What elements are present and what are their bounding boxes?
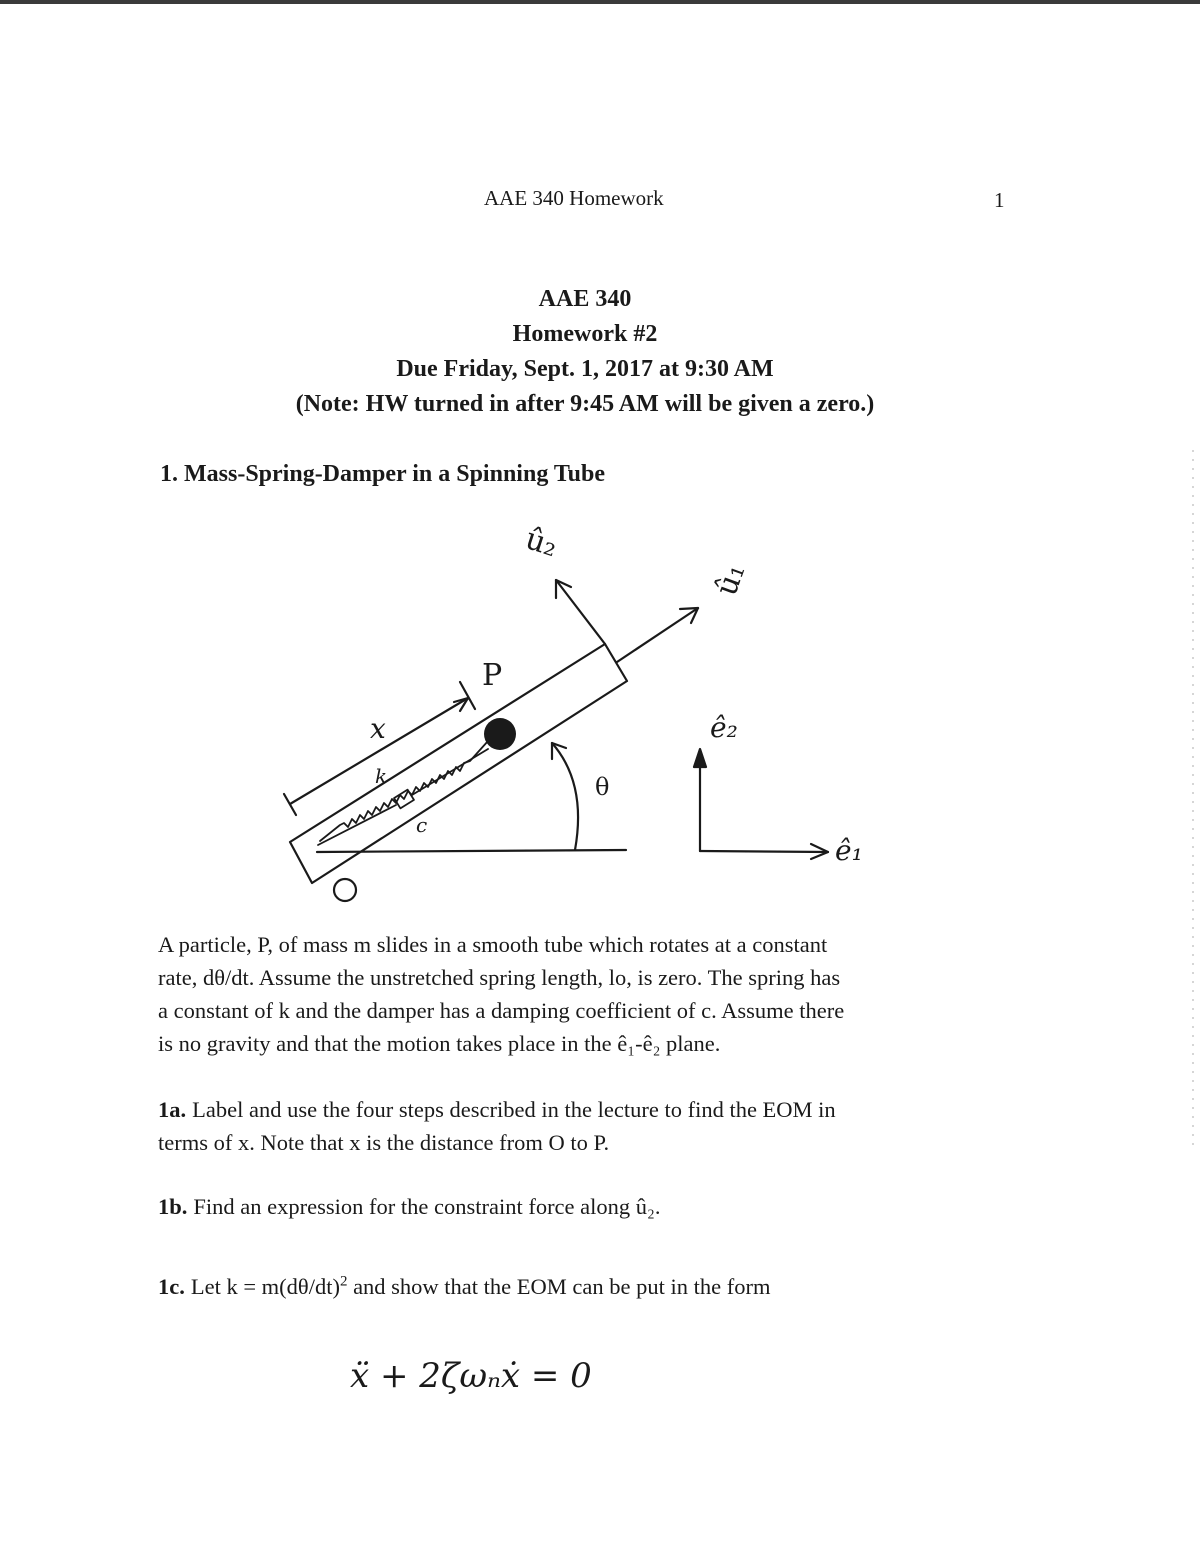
damper-rod-a [318,805,396,845]
scan-top-edge [0,0,1200,4]
question-text: Let k = m(dθ/dt) [190,1274,340,1299]
due-date: Due Friday, Sept. 1, 2017 at 9:30 AM [396,356,774,382]
e2-arrowhead [694,749,706,767]
late-note: (Note: HW turned in after 9:45 AM will be given a zero.) [295,391,875,417]
label-k: k [375,764,388,788]
label-u1: û₁ [708,558,753,601]
description-line: rate, dθ/dt. Assume the unstretched spring length, lo, is zero. The spring has [158,965,841,990]
question-text: terms of x. Note that x is the distance from O to P. [158,1130,610,1155]
scan-right-edge [1192,450,1194,1150]
running-header: AAE 340 Homework [484,186,664,210]
description-line: is no gravity and that the motion takes place in the ê₁-ê₂ plane. [158,1031,721,1056]
damper-rod-b [412,749,488,795]
question-label: 1b. [158,1194,188,1219]
origin-o [334,879,356,901]
description-line: a constant of k and the damper has a damping coefficient of c. Assume there [158,998,845,1023]
question-text: Find an expression for the constraint force along û₂. [193,1194,661,1219]
description-line: A particle, P, of mass m slides in a smooth tube which rotates at a constant [158,932,828,957]
problem-title: 1. Mass-Spring-Damper in a Spinning Tube [160,461,606,487]
label-e1: ê₁ [835,834,863,867]
question-text: Label and use the four steps described in the lecture to find the EOM in [192,1097,836,1122]
question-1a [158,1093,836,1159]
p-dimension-tick [460,682,475,709]
page-number: 1 [994,188,1005,212]
exponent: 2 [339,1273,348,1290]
title-block [230,282,940,422]
label-x: x [370,712,386,745]
u2-axis [556,580,605,644]
label-theta: θ [595,773,610,801]
question-label: 1c. [158,1274,185,1299]
label-u2: û₂ [521,521,562,565]
question-text: and show that the EOM can be put in the form [347,1274,771,1299]
assignment-title: Homework #2 [512,321,658,347]
question-1b [158,1190,661,1223]
label-e2: ê₂ [710,711,738,744]
label-p: P [482,658,503,693]
particle-p [484,718,516,750]
u1-axis [617,608,698,662]
problem-description [158,928,1018,1060]
equation-text: ẍ + 2ζωₙẋ = 0 [350,1356,592,1396]
question-label: 1a. [158,1097,187,1122]
question-1c [158,1270,770,1303]
handwritten-equation [345,1345,705,1405]
e1-axis [700,851,828,852]
theta-arc [552,743,578,850]
course-title: AAE 340 [538,286,632,312]
spinning-tube-diagram [270,505,910,915]
label-c: c [416,813,428,837]
